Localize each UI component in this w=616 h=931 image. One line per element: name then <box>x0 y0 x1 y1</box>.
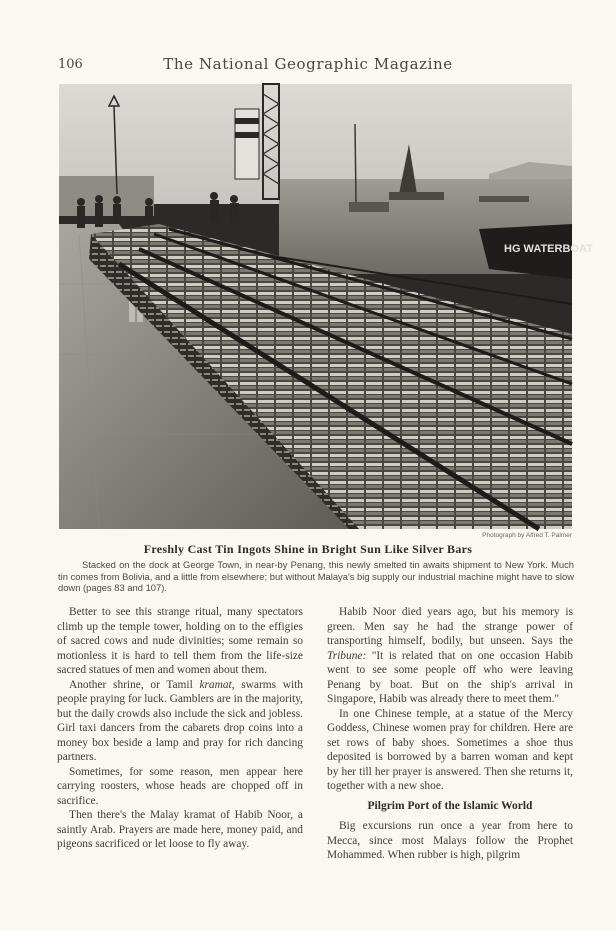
page-number: 106 <box>58 57 83 72</box>
article-column-left <box>57 605 303 852</box>
paragraph <box>57 678 303 765</box>
dock-photograph <box>59 84 593 529</box>
photo-credit: Photograph by Alfred T. Palmer <box>482 532 572 539</box>
dock-shed <box>59 176 154 216</box>
tin-ingots-photo-illustration <box>59 84 593 529</box>
running-title: The National Geographic Magazine <box>163 55 453 73</box>
paragraph-text: Habib Noor died years ago, but his memory is green. Men say he had the strange power of transporting himself, bodily, but unseen. Says the <box>327 606 573 647</box>
article-column-right <box>327 605 573 863</box>
italic-term: kramat <box>199 678 232 691</box>
paragraph: Better to see this strange ritual, many spectators climb up the temple tower, holding on to the effigies of sacred cows and nude divinities; some remain so motionless it is hard to tell them from the life-size sacred statues of men and women about them. <box>57 606 303 676</box>
paragraph: Big excursions run once a year from here to Mecca, since most Malays follow the Prophet Mohammed. When rubber is high, pilgrim <box>327 820 573 861</box>
italic-publication: Tribune: <box>327 649 367 662</box>
paragraph: Then there's the Malay kramat of Habib Noor, a saintly Arab. Prayers are made here, money paid, and pigeons sacrificed or let loose to fly away. <box>57 809 303 850</box>
paragraph: Sometimes, for some reason, men appear here carrying roosters, whose heads are chopped off in sacrifice. <box>57 765 303 807</box>
paragraph-text: Another shrine, or Tamil <box>69 678 200 691</box>
caption-body: Stacked on the dock at George Town, in near-by Penang, this newly smelted tin awaits shipment to New York. Much tin comes from Bolivia, and a little from elsewhere; but without Malaya's big supply our industrial machine might have to slow down (pages 83 and 107). <box>58 559 574 593</box>
paragraph-text: , swarms with people praying for luck. Gamblers are in the majority, but the daily crowds also include the sick and jobless. Girl taxi dancers from the cabarets drop coins into a money box beside a lamp and pray for rich dancing partners. <box>57 678 303 763</box>
page-header <box>0 55 616 77</box>
paragraph: In one Chinese temple, at a statue of the Mercy Goddess, Chinese women pray for children. Here are set rows of baby shoes. Sometimes a shoe thus deposited is borrowed by a barren woman and kept by her till her prayer is answered. Then she returns it, together with a new shoe. <box>327 707 573 792</box>
waterboat-sign: HG WATERBOAT <box>504 243 593 255</box>
paragraph-text: "It is related that on one occasion Habib went to see some people off who were leaving Penang by boat. But on the ship's arrival in Singapore, Habib was already there to meet them." <box>327 649 573 705</box>
caption-title: Freshly Cast Tin Ingots Shine in Bright Sun Like Silver Bars <box>143 542 473 556</box>
section-heading: Pilgrim Port of the Islamic World <box>367 799 533 812</box>
paragraph <box>327 605 573 707</box>
